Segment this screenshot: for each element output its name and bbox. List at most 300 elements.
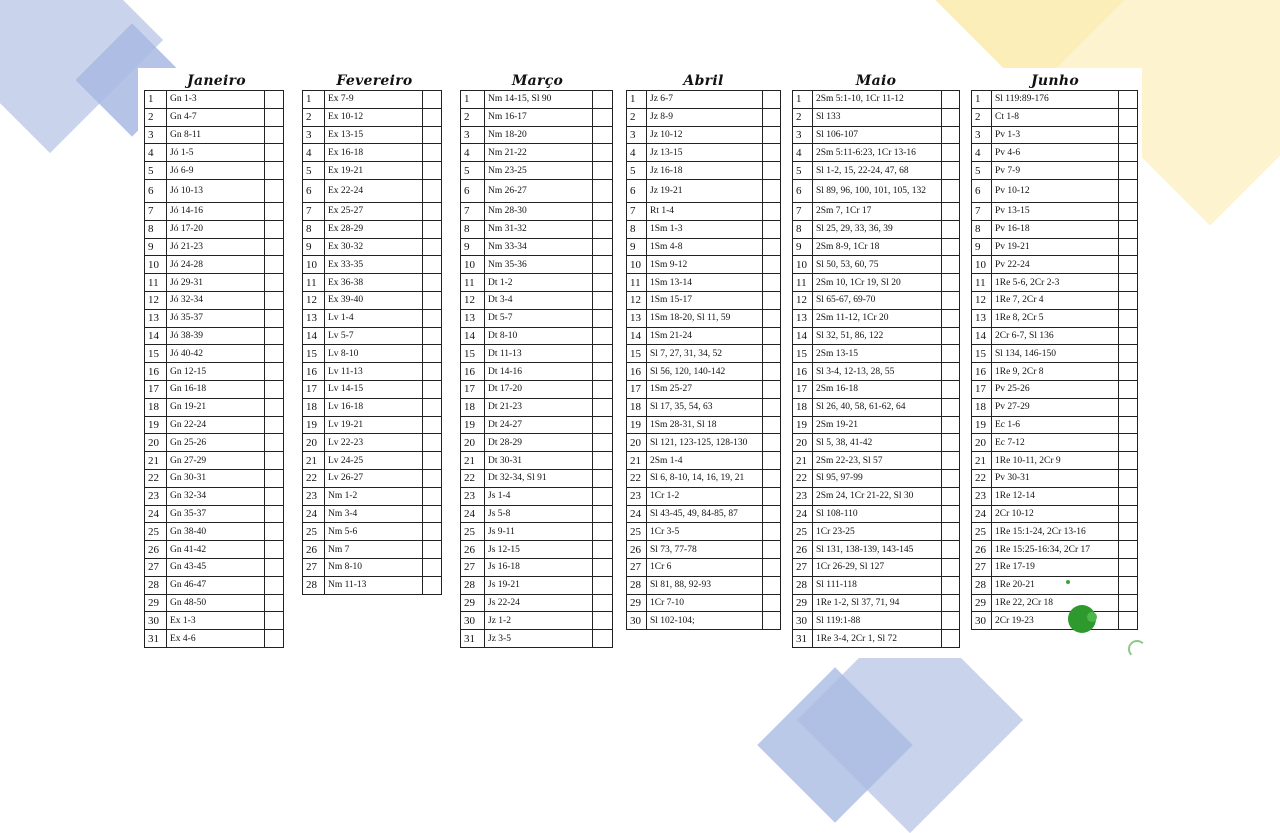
day-number: 1 [461, 91, 485, 109]
check-box[interactable] [763, 363, 781, 381]
check-box[interactable] [942, 541, 960, 559]
check-box[interactable] [763, 327, 781, 345]
check-box[interactable] [593, 434, 613, 452]
day-number: 18 [145, 398, 167, 416]
check-box[interactable] [763, 91, 781, 109]
day-number: 9 [303, 238, 325, 256]
day-number: 1 [793, 91, 813, 109]
check-box[interactable] [1119, 256, 1138, 274]
reading-passage: Lv 11-13 [325, 363, 423, 381]
check-box[interactable] [942, 434, 960, 452]
day-number: 17 [793, 380, 813, 398]
check-box[interactable] [593, 630, 613, 648]
reading-passage: Sl 95, 97-99 [813, 469, 942, 487]
reading-passage: Lv 22-23 [325, 434, 423, 452]
check-box[interactable] [265, 256, 284, 274]
day-number: 12 [461, 291, 485, 309]
check-box[interactable] [942, 576, 960, 594]
day-number: 5 [145, 162, 167, 180]
check-box[interactable] [1119, 612, 1138, 630]
check-box[interactable] [265, 416, 284, 434]
check-box[interactable] [265, 274, 284, 292]
check-box[interactable] [763, 108, 781, 126]
check-box[interactable] [942, 363, 960, 381]
check-box[interactable] [942, 202, 960, 220]
check-box[interactable] [423, 576, 442, 594]
day-number: 14 [972, 327, 992, 345]
day-number: 29 [793, 594, 813, 612]
check-box[interactable] [265, 179, 284, 202]
table-row [627, 452, 781, 470]
check-box[interactable] [423, 202, 442, 220]
check-box[interactable] [423, 256, 442, 274]
reading-passage: 2Cr 19-23 [992, 612, 1119, 630]
check-box[interactable] [942, 274, 960, 292]
reading-passage: Pv 4-6 [992, 144, 1119, 162]
check-box[interactable] [1119, 345, 1138, 363]
check-box[interactable] [942, 398, 960, 416]
check-box[interactable] [942, 126, 960, 144]
table-row [461, 220, 613, 238]
check-box[interactable] [593, 541, 613, 559]
reading-passage: Gn 38-40 [167, 523, 265, 541]
check-box[interactable] [763, 238, 781, 256]
day-number: 2 [303, 108, 325, 126]
table-row [461, 452, 613, 470]
check-box[interactable] [942, 505, 960, 523]
table-row [972, 505, 1138, 523]
check-box[interactable] [423, 434, 442, 452]
check-box[interactable] [593, 309, 613, 327]
check-box[interactable] [593, 487, 613, 505]
check-box[interactable] [1119, 108, 1138, 126]
check-box[interactable] [942, 327, 960, 345]
day-number: 24 [972, 505, 992, 523]
check-box[interactable] [265, 469, 284, 487]
table-row [793, 126, 960, 144]
reading-passage: Sl 119:89-176 [992, 91, 1119, 109]
check-box[interactable] [763, 541, 781, 559]
check-box[interactable] [423, 345, 442, 363]
check-box[interactable] [265, 108, 284, 126]
check-box[interactable] [265, 434, 284, 452]
check-box[interactable] [1119, 291, 1138, 309]
reading-passage: Sl 50, 53, 60, 75 [813, 256, 942, 274]
reading-passage: 1Sm 25-27 [647, 380, 763, 398]
check-box[interactable] [763, 594, 781, 612]
check-box[interactable] [593, 416, 613, 434]
check-box[interactable] [593, 256, 613, 274]
check-box[interactable] [763, 345, 781, 363]
check-box[interactable] [1119, 202, 1138, 220]
check-box[interactable] [265, 309, 284, 327]
table-row [793, 576, 960, 594]
check-box[interactable] [1119, 594, 1138, 612]
check-box[interactable] [423, 91, 442, 109]
table-row [627, 505, 781, 523]
table-row [793, 309, 960, 327]
table-row [145, 452, 284, 470]
day-number: 23 [461, 487, 485, 505]
day-number: 27 [145, 558, 167, 576]
check-box[interactable] [763, 523, 781, 541]
table-row [303, 91, 442, 109]
table-row [972, 144, 1138, 162]
check-box[interactable] [1119, 144, 1138, 162]
check-box[interactable] [265, 576, 284, 594]
check-box[interactable] [1119, 274, 1138, 292]
check-box[interactable] [593, 523, 613, 541]
check-box[interactable] [763, 144, 781, 162]
check-box[interactable] [1119, 162, 1138, 180]
reading-passage: 1Re 9, 2Cr 8 [992, 363, 1119, 381]
day-number: 9 [627, 238, 647, 256]
day-number: 18 [972, 398, 992, 416]
reading-passage: Jz 16-18 [647, 162, 763, 180]
table-row [627, 126, 781, 144]
day-number: 26 [972, 541, 992, 559]
table-row [145, 469, 284, 487]
check-box[interactable] [423, 162, 442, 180]
check-box[interactable] [942, 380, 960, 398]
day-number: 26 [627, 541, 647, 559]
check-box[interactable] [763, 126, 781, 144]
check-box[interactable] [593, 398, 613, 416]
reading-passage: 1Re 8, 2Cr 5 [992, 309, 1119, 327]
check-box[interactable] [265, 505, 284, 523]
check-box[interactable] [265, 126, 284, 144]
day-number: 15 [972, 345, 992, 363]
table-row [793, 91, 960, 109]
check-box[interactable] [1119, 126, 1138, 144]
check-box[interactable] [423, 238, 442, 256]
check-box[interactable] [593, 144, 613, 162]
check-box[interactable] [265, 594, 284, 612]
day-number: 19 [303, 416, 325, 434]
check-box[interactable] [423, 452, 442, 470]
check-box[interactable] [942, 162, 960, 180]
reading-passage: Gn 43-45 [167, 558, 265, 576]
check-box[interactable] [763, 469, 781, 487]
check-box[interactable] [763, 558, 781, 576]
check-box[interactable] [1119, 380, 1138, 398]
check-box[interactable] [763, 179, 781, 202]
day-number: 14 [145, 327, 167, 345]
table-row [793, 345, 960, 363]
day-number: 29 [145, 594, 167, 612]
check-box[interactable] [593, 505, 613, 523]
check-box[interactable] [593, 469, 613, 487]
day-number: 2 [461, 108, 485, 126]
reading-passage: Gn 4-7 [167, 108, 265, 126]
table-row [303, 144, 442, 162]
check-box[interactable] [265, 452, 284, 470]
check-box[interactable] [763, 398, 781, 416]
reading-passage: Js 22-24 [485, 594, 593, 612]
check-box[interactable] [265, 363, 284, 381]
reading-passage: Pv 27-29 [992, 398, 1119, 416]
check-box[interactable] [265, 612, 284, 630]
check-box[interactable] [1119, 541, 1138, 559]
check-box[interactable] [1119, 220, 1138, 238]
check-box[interactable] [593, 327, 613, 345]
check-box[interactable] [942, 416, 960, 434]
reading-passage: Sl 73, 77-78 [647, 541, 763, 559]
check-box[interactable] [1119, 523, 1138, 541]
check-box[interactable] [593, 238, 613, 256]
check-box[interactable] [423, 505, 442, 523]
check-box[interactable] [593, 220, 613, 238]
reading-passage: 1Sm 28-31, Sl 18 [647, 416, 763, 434]
day-number: 7 [461, 202, 485, 220]
check-box[interactable] [423, 327, 442, 345]
check-box[interactable] [763, 576, 781, 594]
reading-passage: Gn 25-26 [167, 434, 265, 452]
check-box[interactable] [1119, 505, 1138, 523]
check-box[interactable] [1119, 398, 1138, 416]
check-box[interactable] [942, 108, 960, 126]
check-box[interactable] [265, 558, 284, 576]
reading-passage: Ex 30-32 [325, 238, 423, 256]
reading-passage: Nm 21-22 [485, 144, 593, 162]
day-number: 1 [972, 91, 992, 109]
check-box[interactable] [1119, 434, 1138, 452]
check-box[interactable] [942, 630, 960, 648]
check-box[interactable] [942, 487, 960, 505]
check-box[interactable] [763, 274, 781, 292]
check-box[interactable] [593, 363, 613, 381]
check-box[interactable] [942, 256, 960, 274]
check-box[interactable] [942, 144, 960, 162]
check-box[interactable] [1119, 91, 1138, 109]
check-box[interactable] [763, 505, 781, 523]
check-box[interactable] [942, 91, 960, 109]
check-box[interactable] [423, 398, 442, 416]
table-row [972, 594, 1138, 612]
check-box[interactable] [423, 179, 442, 202]
reading-passage: Lv 8-10 [325, 345, 423, 363]
check-box[interactable] [942, 291, 960, 309]
reading-passage: Nm 11-13 [325, 576, 423, 594]
check-box[interactable] [593, 612, 613, 630]
check-box[interactable] [763, 291, 781, 309]
check-box[interactable] [942, 238, 960, 256]
check-box[interactable] [942, 179, 960, 202]
check-box[interactable] [593, 108, 613, 126]
check-box[interactable] [763, 220, 781, 238]
reading-passage: Dt 32-34, Sl 91 [485, 469, 593, 487]
check-box[interactable] [593, 452, 613, 470]
reading-passage: Dt 8-10 [485, 327, 593, 345]
decorative-paint-splash [1066, 580, 1070, 584]
day-number: 22 [793, 469, 813, 487]
check-box[interactable] [423, 469, 442, 487]
reading-passage: 1Re 1-2, Sl 37, 71, 94 [813, 594, 942, 612]
check-box[interactable] [763, 309, 781, 327]
month-title: Fevereiro [336, 73, 413, 89]
check-box[interactable] [942, 452, 960, 470]
check-box[interactable] [265, 398, 284, 416]
day-number: 18 [461, 398, 485, 416]
table-row [627, 612, 781, 630]
check-box[interactable] [265, 91, 284, 109]
check-box[interactable] [265, 541, 284, 559]
day-number: 17 [303, 380, 325, 398]
check-box[interactable] [942, 309, 960, 327]
check-box[interactable] [763, 202, 781, 220]
check-box[interactable] [265, 238, 284, 256]
reading-passage: Nm 33-34 [485, 238, 593, 256]
table-row [145, 238, 284, 256]
check-box[interactable] [423, 220, 442, 238]
check-box[interactable] [593, 380, 613, 398]
check-box[interactable] [763, 380, 781, 398]
check-box[interactable] [1119, 576, 1138, 594]
check-box[interactable] [1119, 309, 1138, 327]
table-row [972, 309, 1138, 327]
check-box[interactable] [1119, 327, 1138, 345]
check-box[interactable] [593, 126, 613, 144]
table-row [461, 523, 613, 541]
check-box[interactable] [265, 202, 284, 220]
check-box[interactable] [265, 630, 284, 648]
check-box[interactable] [1119, 416, 1138, 434]
day-number: 6 [627, 179, 647, 202]
check-box[interactable] [593, 274, 613, 292]
check-box[interactable] [423, 126, 442, 144]
check-box[interactable] [423, 291, 442, 309]
check-box[interactable] [423, 558, 442, 576]
day-number: 13 [145, 309, 167, 327]
check-box[interactable] [1119, 363, 1138, 381]
day-number: 24 [627, 505, 647, 523]
check-box[interactable] [265, 487, 284, 505]
check-box[interactable] [942, 558, 960, 576]
check-box[interactable] [423, 144, 442, 162]
month-title: Junho [1031, 73, 1079, 89]
check-box[interactable] [423, 487, 442, 505]
day-number: 12 [627, 291, 647, 309]
check-box[interactable] [593, 594, 613, 612]
day-number: 8 [303, 220, 325, 238]
table-row [303, 202, 442, 220]
table-row [627, 434, 781, 452]
check-box[interactable] [423, 108, 442, 126]
check-box[interactable] [1119, 558, 1138, 576]
day-number: 1 [145, 91, 167, 109]
table-row [145, 91, 284, 109]
check-box[interactable] [593, 179, 613, 202]
table-row [627, 256, 781, 274]
reading-passage: 1Cr 3-5 [647, 523, 763, 541]
table-row [793, 612, 960, 630]
check-box[interactable] [942, 345, 960, 363]
reading-passage: Jó 32-34 [167, 291, 265, 309]
check-box[interactable] [593, 576, 613, 594]
check-box[interactable] [265, 523, 284, 541]
check-box[interactable] [942, 523, 960, 541]
day-number: 6 [303, 179, 325, 202]
day-number: 16 [303, 363, 325, 381]
check-box[interactable] [265, 144, 284, 162]
day-number: 5 [793, 162, 813, 180]
check-box[interactable] [593, 558, 613, 576]
check-box[interactable] [593, 291, 613, 309]
day-number: 21 [972, 452, 992, 470]
reading-passage: 2Sm 19-21 [813, 416, 942, 434]
check-box[interactable] [763, 612, 781, 630]
check-box[interactable] [593, 162, 613, 180]
check-box[interactable] [763, 434, 781, 452]
check-box[interactable] [1119, 469, 1138, 487]
check-box[interactable] [763, 416, 781, 434]
check-box[interactable] [593, 345, 613, 363]
day-number: 27 [793, 558, 813, 576]
day-number: 21 [461, 452, 485, 470]
day-number: 17 [972, 380, 992, 398]
table-row [461, 469, 613, 487]
day-number: 20 [303, 434, 325, 452]
check-box[interactable] [942, 220, 960, 238]
check-box[interactable] [593, 91, 613, 109]
reading-passage: 1Sm 15-17 [647, 291, 763, 309]
check-box[interactable] [265, 291, 284, 309]
check-box[interactable] [763, 256, 781, 274]
check-box[interactable] [763, 487, 781, 505]
reading-passage: Lv 19-21 [325, 416, 423, 434]
check-box[interactable] [942, 594, 960, 612]
table-row [461, 594, 613, 612]
check-box[interactable] [423, 274, 442, 292]
check-box[interactable] [423, 363, 442, 381]
check-box[interactable] [423, 416, 442, 434]
check-box[interactable] [593, 202, 613, 220]
check-box[interactable] [265, 345, 284, 363]
check-box[interactable] [265, 327, 284, 345]
day-number: 14 [793, 327, 813, 345]
table-row [627, 594, 781, 612]
check-box[interactable] [942, 612, 960, 630]
check-box[interactable] [423, 309, 442, 327]
check-box[interactable] [1119, 452, 1138, 470]
check-box[interactable] [1119, 238, 1138, 256]
reading-passage: 2Sm 16-18 [813, 380, 942, 398]
check-box[interactable] [763, 162, 781, 180]
check-box[interactable] [1119, 179, 1138, 202]
day-number: 25 [461, 523, 485, 541]
reading-passage: Gn 27-29 [167, 452, 265, 470]
check-box[interactable] [265, 220, 284, 238]
day-number: 20 [461, 434, 485, 452]
check-box[interactable] [423, 541, 442, 559]
check-box[interactable] [423, 380, 442, 398]
day-number: 1 [627, 91, 647, 109]
check-box[interactable] [763, 452, 781, 470]
table-row [145, 505, 284, 523]
reading-passage: Sl 56, 120, 140-142 [647, 363, 763, 381]
check-box[interactable] [265, 380, 284, 398]
check-box[interactable] [423, 523, 442, 541]
reading-passage: Dt 30-31 [485, 452, 593, 470]
check-box[interactable] [1119, 487, 1138, 505]
reading-passage: Js 19-21 [485, 576, 593, 594]
day-number: 9 [793, 238, 813, 256]
table-row [303, 505, 442, 523]
table-row [461, 144, 613, 162]
check-box[interactable] [942, 469, 960, 487]
day-number: 8 [972, 220, 992, 238]
check-box[interactable] [265, 162, 284, 180]
